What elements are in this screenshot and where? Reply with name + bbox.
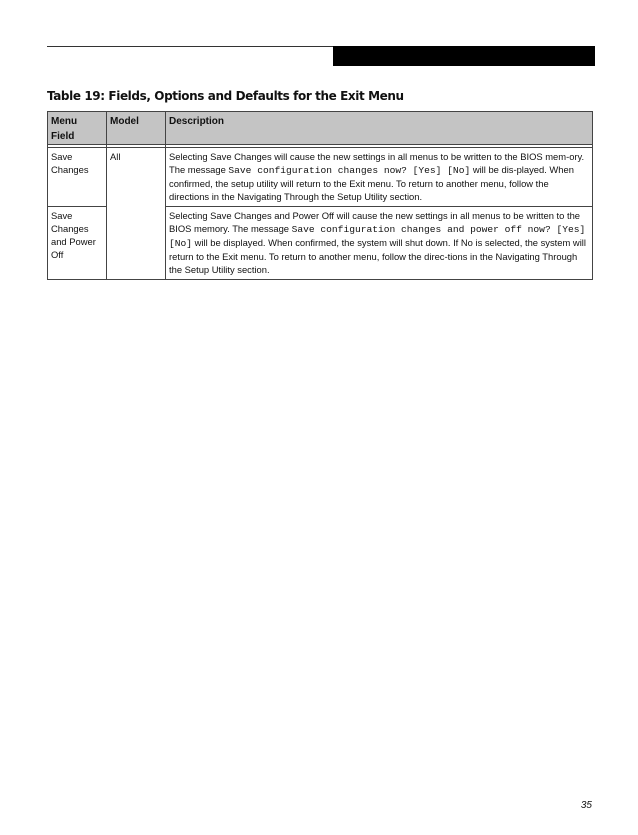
exit-menu-table [47, 111, 593, 280]
table-header-row [48, 112, 593, 145]
header-description: Description [166, 112, 593, 145]
message-code: Save configuration changes now? [Yes] [No] [228, 165, 471, 176]
description-text: will be dis-played. When confirmed, the setup utility will return to the Exit menu. To return to another menu, follow the directions in the Navigating Through the Setup Utility section. [169, 164, 574, 202]
header-model: Model [107, 112, 166, 145]
model-cell: All [107, 148, 166, 280]
header-bar [333, 46, 595, 66]
menu-field-cell: Save Changes [48, 148, 107, 207]
description-cell [166, 207, 593, 280]
page-number: 35 [580, 800, 592, 811]
header-rule [47, 46, 333, 47]
header-menu-field: Menu Field [48, 112, 107, 145]
menu-field-cell: Save Changes and Power Off [48, 207, 107, 280]
message-code: Save configuration changes and power off now? [Yes] [No] [169, 224, 586, 249]
description-text: Selecting Save Changes and Power Off will cause the new settings in all menus to be written to the BIOS memory. The message [169, 210, 580, 234]
description-text: will be displayed. When confirmed, the system will shut down. If No is selected, the system will return to the Exit menu. To return to another menu, follow the direc-tions in the Navigating Through the Setup Utility section. [169, 237, 586, 275]
description-cell [166, 148, 593, 207]
table-row [48, 148, 593, 207]
description-text: Selecting Save Changes will cause the new settings in all menus to be written to the BIOS mem-ory. The message [169, 151, 585, 175]
table-title: Table 19: Fields, Options and Defaults for the Exit Menu [47, 89, 404, 103]
